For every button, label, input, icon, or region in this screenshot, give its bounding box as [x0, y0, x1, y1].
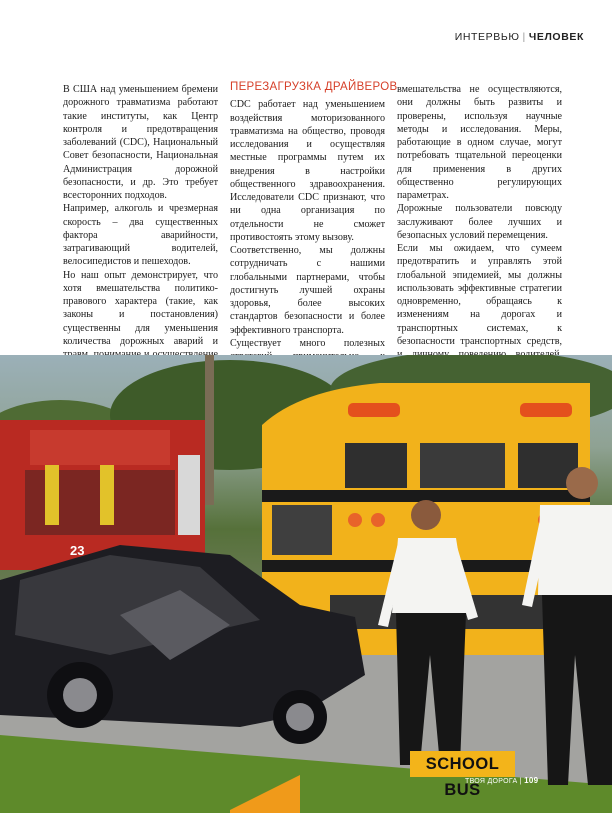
- accident-photo: [0, 355, 612, 813]
- officer-shirt: [538, 505, 612, 595]
- paragraph: Дорожные пользователи повсюду заслуживают более лучших и безопасных условий перемещения.: [397, 203, 562, 241]
- fire-truck-number: 23: [70, 543, 85, 558]
- paragraph: Существует много полезных: [230, 337, 385, 349]
- car-hubcap: [286, 703, 314, 731]
- accident-scene-illustration: [0, 355, 612, 813]
- officer-head: [411, 500, 441, 530]
- bus-windshield: [420, 443, 505, 488]
- bus-windshield: [345, 443, 407, 488]
- folio-separator: |: [519, 778, 522, 785]
- fire-truck-door: [178, 455, 200, 535]
- magazine-name: ТВОЯ ДОРОГА: [465, 778, 518, 785]
- fire-truck-panel: [30, 430, 170, 465]
- article-column-3: [397, 83, 562, 401]
- bus-side-window: [272, 505, 332, 555]
- paragraph: Соответственно, мы должны сотрудничать с нашими глобальными партнерами, чтобы достигнуть лучшей охраны здоровья, более высоких стандартов безопасности и более эффективного транспорта.: [230, 245, 385, 336]
- header-separator: |: [522, 31, 526, 43]
- bus-warning-light: [348, 403, 400, 417]
- school-bus-sign: SCHOOL BUS: [410, 751, 515, 777]
- fire-truck-stripe: [100, 465, 114, 525]
- car-hubcap: [63, 678, 97, 712]
- paragraph: Но наш опыт демонстрирует, что хотя вмешательства политико-правового характера (такие, как законы и постановления) существенны для уменьшения количества дорожных аварий и: [63, 269, 218, 347]
- bus-headlight: [348, 513, 362, 527]
- page-folio: [465, 776, 538, 785]
- paragraph: CDC работает над уменьшением воздействия моторизованного травматизма на общество, проводя исследования и осуществляя местные программы путем их внедрения в настройки общественного здравоохранения. Исследователи CDC признают, что ни одна организация по отдельности не сможет противостоять этому вызову.: [230, 99, 385, 243]
- running-header: [455, 31, 584, 43]
- bus-headlight: [371, 513, 385, 527]
- paragraph: Например, алкоголь и чрезмерная скорость – два существенных фактора аварийности, затрагивающий водителей, велосипедистов и пешеходов.: [63, 203, 218, 268]
- utility-pole: [205, 355, 214, 505]
- paragraph: вмешательства не осуществляются, они должны быть развиты и проверены, используя научные методы и исследования. Меры, работающие в одном случае, могут потребовать тщательной переоценки для применения в других общественно регулирующих параметрах.: [397, 84, 562, 201]
- section-subheading: ПЕРЕЗАГРУЗКА ДРАЙВЕРОВ: [230, 81, 398, 93]
- bus-warning-light: [520, 403, 572, 417]
- paragraph-text: Если мы ожидаем, что сумеем предотвратить и управлять этой глобальной эпидемией, мы должны использовать эффективные стратегии одновременно, обращаясь к изменениям на дорогах и транспортных системах, к безопасности транспортных средств,: [397, 243, 562, 347]
- fire-truck-stripe: [45, 465, 59, 525]
- paragraph: В США над уменьшением бремени дорожного травматизма работают такие институты, как Центр контроля и предотвращения заболеваний (CDC), Национальный Совет безопасности, Национальная Администрация дорожной безопасности, и др. Это требует всесторонних подходов.: [63, 84, 218, 201]
- page-number: 109: [524, 776, 539, 785]
- officer-head: [566, 467, 598, 499]
- header-section: ИНТЕРВЬЮ: [454, 31, 520, 43]
- header-subsection: ЧЕЛОВЕК: [528, 31, 584, 43]
